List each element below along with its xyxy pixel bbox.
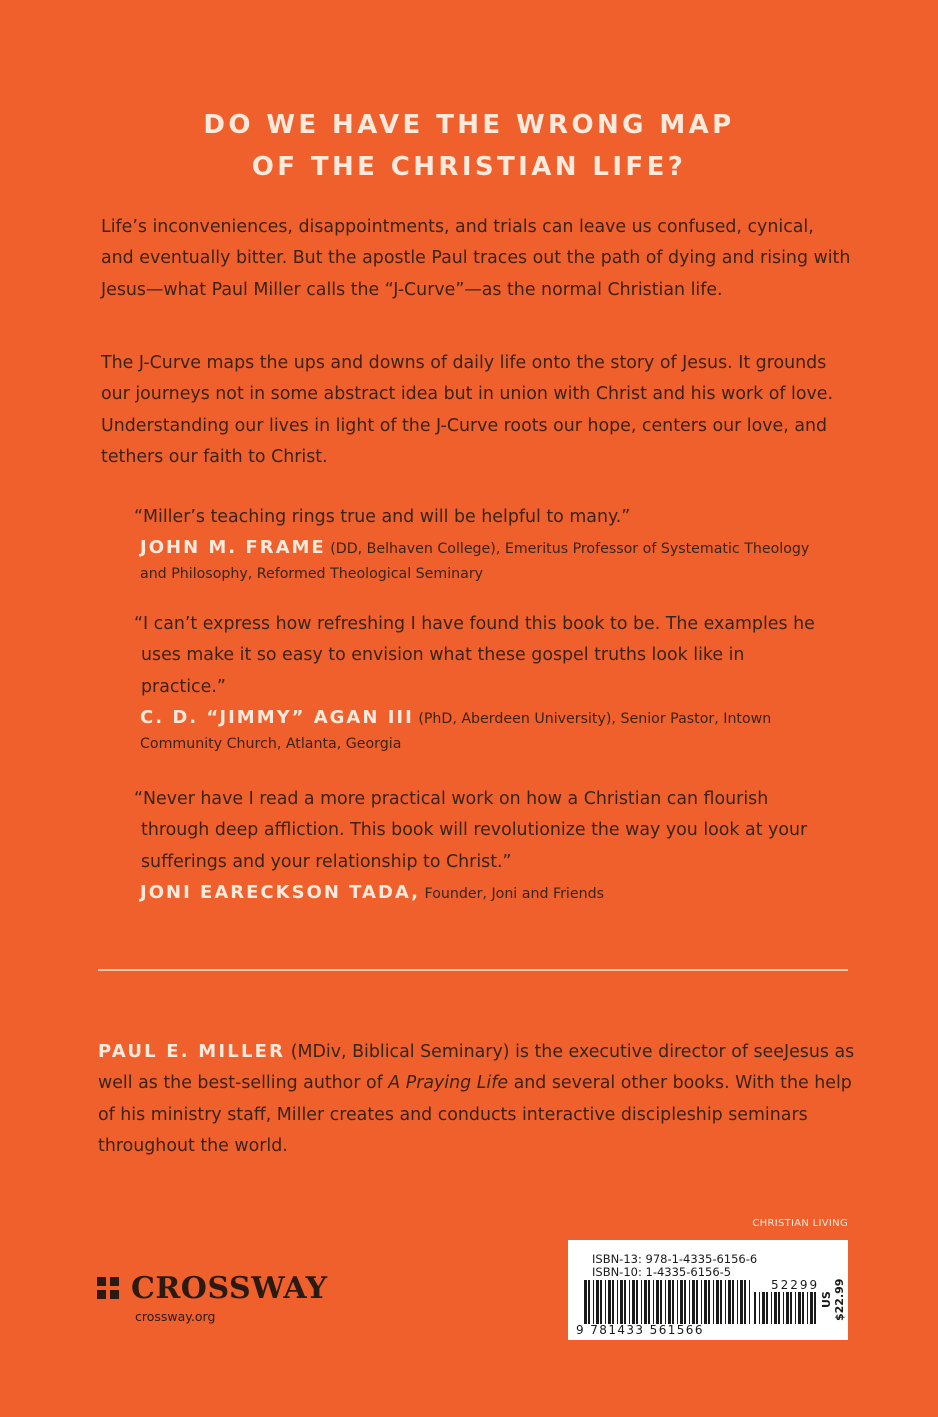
endorsement-quote: “Miller’s teaching rings true and will be helpful to many.” bbox=[134, 507, 631, 527]
ean-digits: 9 781433 561566 bbox=[576, 1323, 704, 1337]
author-bio-text-2: and several other books. With the help of his ministry staff, Miller creates and conducts interactive discipleship seminars throughout the world. bbox=[98, 1073, 852, 1156]
endorsement-attribution bbox=[134, 535, 834, 587]
endorser-role: Founder, Joni and Friends bbox=[424, 885, 604, 902]
endorsement bbox=[134, 784, 834, 907]
headline-line-2: OF THE CHRISTIAN LIFE? bbox=[251, 152, 687, 182]
endorsement-quote: “I can’t express how refreshing I have found this book to be. The examples he uses make it so easy to envision what these gospel truths look like in practice.” bbox=[134, 614, 815, 697]
endorsement bbox=[134, 609, 834, 757]
endorser-name: JONI EARECKSON TADA, bbox=[140, 881, 421, 903]
publisher-name: CROSSWAY bbox=[131, 1271, 328, 1306]
headline-line-1: DO WE HAVE THE WRONG MAP bbox=[203, 110, 735, 140]
description-paragraph-2: The J-Curve maps the ups and downs of daily life onto the story of Jesus. It grounds our journeys not in some abstract idea but in union with Christ and his work of love. Understanding our lives in light of the J-Curve roots our hope, centers our love, and tethers our faith to Christ. bbox=[101, 353, 833, 467]
isbn-10: ISBN-10: 1-4335-6156-5 bbox=[592, 1265, 732, 1279]
ean-barcode bbox=[584, 1280, 754, 1324]
endorsement-attribution bbox=[134, 880, 834, 907]
publisher-url: crossway.org bbox=[135, 1309, 216, 1324]
author-book-title: A Praying Life bbox=[388, 1073, 509, 1094]
endorser-name: C. D. “JIMMY” AGAN III bbox=[140, 706, 414, 728]
four-squares-icon bbox=[97, 1277, 119, 1299]
price-label: US $22.99 bbox=[820, 1278, 846, 1322]
isbn-13: ISBN-13: 978-1-4335-6156-6 bbox=[592, 1252, 758, 1266]
back-cover-headline bbox=[0, 104, 938, 188]
description-paragraph-1: Life’s inconveniences, disappointments, and trials can leave us confused, cynical, and eventually bitter. But the apostle Paul traces out the path of dying and rising with Jesus—what Paul Miller calls the “J-Curve”—as the normal Christian life. bbox=[101, 217, 851, 300]
price-addon-barcode bbox=[754, 1292, 818, 1324]
endorsement bbox=[134, 502, 834, 587]
endorser-credentials: (PhD, Aberdeen University), bbox=[418, 710, 616, 727]
author-name: PAUL E. MILLER bbox=[98, 1041, 286, 1062]
endorser-role: Emeritus Professor of Systematic Theology and Philosophy, Reformed Theological Seminary bbox=[140, 541, 810, 583]
endorser-credentials: (DD, Belhaven College), bbox=[330, 541, 501, 558]
endorsement-quote: “Never have I read a more practical work on how a Christian can flourish through deep affliction. This book will revolutionize the way you look at your sufferings and your relationship to Christ.” bbox=[134, 789, 808, 872]
author-bio-text-1: (MDiv, Biblical Seminary) is the executive director of seeJesus as well as the best-selling author of bbox=[98, 1042, 855, 1094]
price-code: 52299 bbox=[771, 1278, 820, 1292]
category-label: CHRISTIAN LIVING bbox=[752, 1218, 848, 1229]
author-bio bbox=[98, 1036, 858, 1162]
endorser-role: Senior Pastor, Intown Community Church, Atlanta, Georgia bbox=[140, 710, 772, 752]
section-divider bbox=[98, 969, 848, 971]
endorser-name: JOHN M. FRAME bbox=[140, 537, 326, 559]
endorsement-attribution bbox=[134, 705, 834, 757]
barcode-label bbox=[568, 1240, 848, 1340]
